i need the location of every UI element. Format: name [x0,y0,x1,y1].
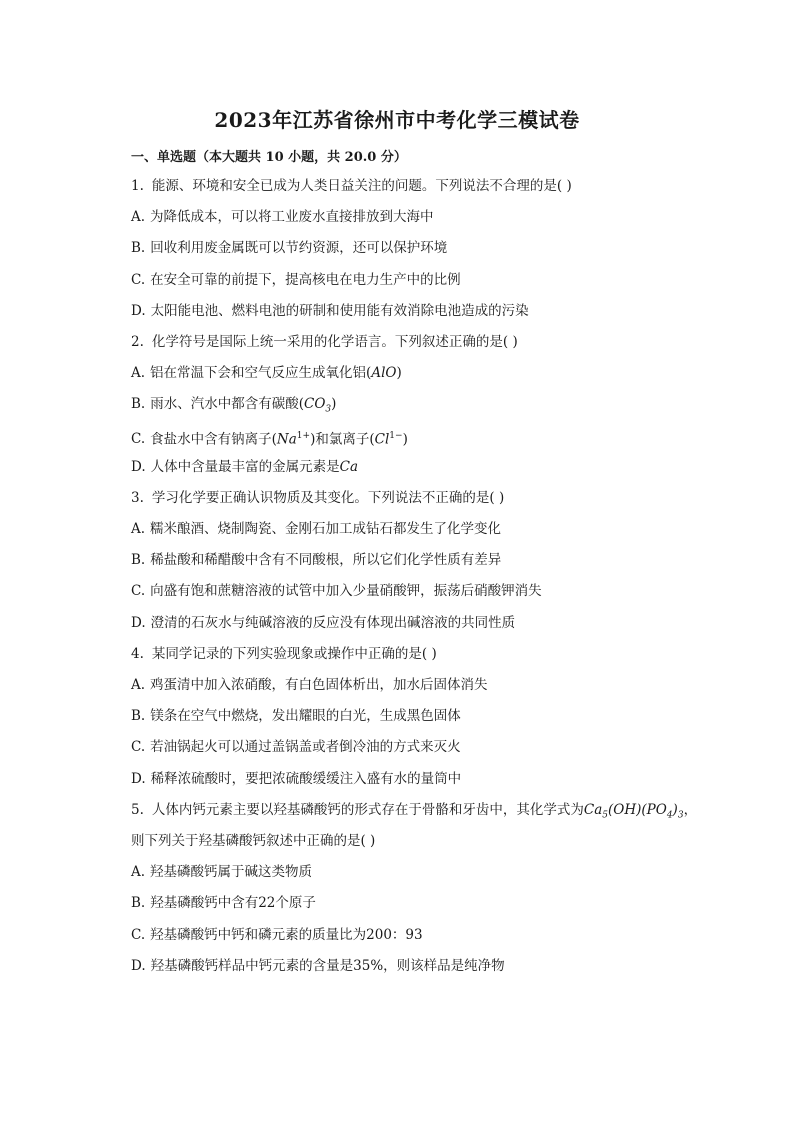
option-text-end: ) [396,365,402,382]
ion-charge: 1− [389,430,403,441]
question-text: 化学符号是国际上统一采用的化学语言。下列叙述正确的是( ) [151,333,518,350]
option-label: C. [131,431,146,447]
question-text: 能源、环境和安全已成为人类日益关注的问题。下列说法不合理的是( ) [151,178,572,194]
question-4-option-a [131,675,676,706]
option-text: 为降低成本，可以将工业废水直接排放到大海中 [150,209,434,226]
option-text: 若油锅起火可以通过盖锅盖或者倒冷油的方式来灭火 [150,739,461,756]
formula-subscript: 3 [677,810,684,821]
question-5-stem-continued [131,831,676,862]
option-text: 太阳能电池、燃料电池的研制和使用能有效消除电池造成的污染 [150,302,529,319]
option-label: D. [131,614,146,631]
option-label: B. [131,240,146,257]
question-number: 5. [131,801,144,818]
option-text: 羟基磷酸钙中含有22个原子 [150,895,316,912]
option-text: 澄清的石灰水与纯碱溶液的反应没有体现出碱溶液的共同性质 [150,614,516,631]
chemical-formula: Ca [583,801,603,818]
question-2-option-b [131,394,676,425]
question-number: 2. [131,333,144,350]
option-text: 糯米酿酒、烧制陶瓷、金刚石加工成钻石都发生了化学变化 [150,521,502,538]
formula-subscript: 5 [602,810,609,821]
ion-formula: Cl [374,431,390,447]
option-text: 鸡蛋清中加入浓硝酸，有白色固体析出，加水后固体消失 [150,677,488,693]
question-3-option-c [131,581,676,612]
option-label: B. [131,895,146,912]
option-label: C. [131,271,146,288]
question-text: 某同学记录的下列实验现象或操作中正确的是( ) [151,645,437,662]
ion-charge: 1+ [296,430,311,441]
question-3-option-d [131,613,676,644]
option-label: B. [131,708,146,725]
option-text: 回收利用废金属既可以节约资源，还可以保护环境 [150,240,448,257]
question-text: 人体内钙元素主要以羟基磷酸钙的形式存在于骨骼和牙齿中，其化学式为 [151,801,584,818]
question-2-stem [131,332,676,363]
question-4-option-d [131,769,676,800]
option-text-mid: )和氯离子( [310,431,375,447]
chemical-formula: (OH)(PO [608,801,667,818]
option-text-end: ) [331,396,337,413]
question-3-option-b [131,550,676,581]
option-label: C. [131,739,146,756]
question-number: 4. [131,645,144,662]
page-title: 2023年江苏省徐州市中考化学三模试卷 [214,108,580,132]
option-text: 在安全可靠的前提下，提高核电在电力生产中的比例 [150,271,461,288]
question-number: 1. [131,178,144,194]
question-5-option-d [131,956,676,987]
question-4-stem [131,644,676,675]
option-text: 食盐水中含有钠离子( [150,431,277,447]
option-label: D. [131,957,146,974]
chemical-formula: AlO [371,365,397,382]
formula-subscript: 3 [325,405,332,415]
option-label: C. [131,583,146,600]
section-heading: 一、单选题（本大题共 10 小题，共 20.0 分） [131,150,407,165]
option-text: 人体中含量最丰富的金属元素是 [150,458,340,475]
question-5-option-a [131,862,676,893]
question-1-option-a [131,207,676,238]
option-text: 稀盐酸和稀醋酸中含有不同酸根，所以它们化学性质有差异 [150,552,502,569]
question-list [131,176,698,987]
option-label: B. [131,396,146,413]
option-text: 镁条在空气中燃烧，发出耀眼的白光，生成黑色固体 [150,708,461,725]
option-label: D. [131,770,146,787]
chemical-formula: CO [304,396,326,413]
question-text: 则下列关于羟基磷酸钙叙述中正确的是( ) [131,832,376,849]
option-label: B. [131,552,146,569]
question-5-option-b [131,893,676,924]
option-text: 向盛有饱和蔗糖溶液的试管中加入少量硝酸钾，振荡后硝酸钾消失 [150,583,542,600]
question-text-end: ， [683,801,698,818]
question-number: 3. [131,489,144,506]
option-label: A. [131,677,146,693]
option-label: A. [131,209,146,226]
formula-subscript: 4 [666,810,673,821]
option-label: C. [131,926,146,943]
ion-formula: Na [276,431,297,447]
option-label: D. [131,458,146,475]
option-text: 羟基磷酸钙样品中钙元素的含量是35%，则该样品是纯净物 [150,957,505,974]
question-3-option-a [131,519,676,550]
option-text: 铝在常温下会和空气反应生成氧化铝( [150,365,372,382]
option-text: 羟基磷酸钙中钙和磷元素的质量比为200：93 [150,926,423,943]
option-label: A. [131,864,146,881]
question-2-option-c [131,426,676,457]
question-1-option-d [131,301,676,332]
question-1-option-c [131,270,676,301]
question-4-option-b [131,706,676,737]
question-5-option-c [131,925,676,956]
question-1-stem [131,176,676,207]
question-text: 学习化学要正确认识物质及其变化。下列说法不正确的是( ) [151,489,505,506]
question-3-stem [131,488,676,519]
option-label: D. [131,302,146,319]
question-4-option-c [131,737,676,768]
question-2-option-d [131,457,676,488]
option-label: A. [131,521,146,538]
question-1-option-b [131,238,676,269]
option-text: 雨水、汽水中都含有碳酸( [150,396,304,413]
option-text: 稀释浓硫酸时，要把浓硫酸缓缓注入盛有水的量筒中 [150,770,462,787]
chemical-formula: Ca [339,458,359,475]
option-label: A. [131,365,146,382]
question-5-stem [131,800,698,831]
option-text: 羟基磷酸钙属于碱这类物质 [150,864,313,881]
chemical-formula: ) [672,801,678,818]
option-text-end: ) [402,431,408,447]
question-2-option-a [131,363,676,394]
